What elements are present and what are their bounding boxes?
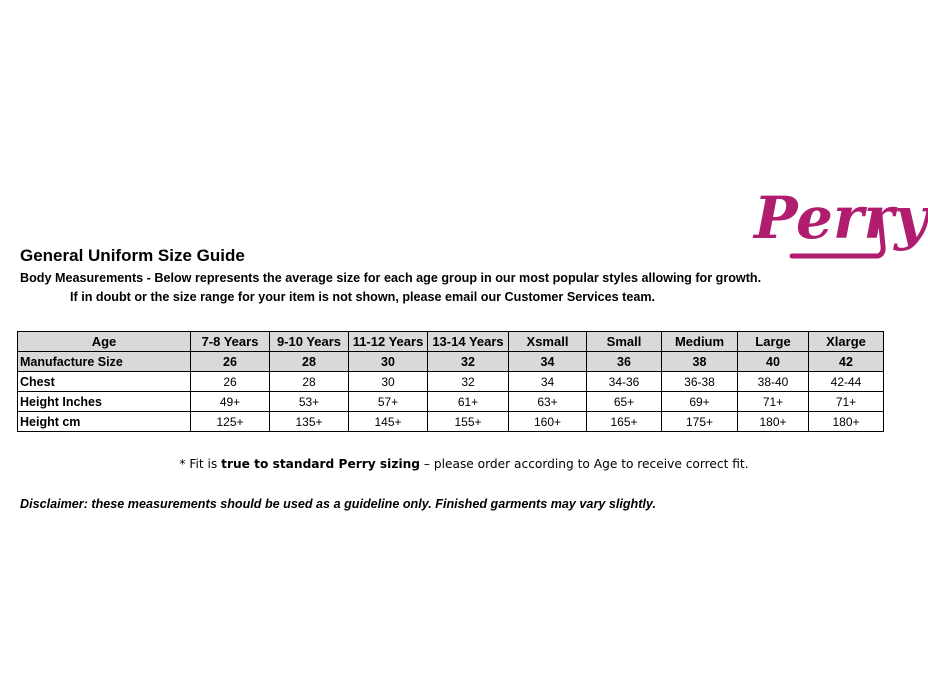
table-cell: 40	[738, 352, 809, 372]
table-cell: 26	[191, 352, 270, 372]
table-body	[18, 352, 884, 432]
size-guide-table	[17, 331, 884, 432]
intro-line-2: If in doubt or the size range for your item is not shown, please email our Customer Services team.	[70, 290, 656, 304]
fit-note-prefix: * Fit is	[179, 457, 222, 471]
table-cell: 61+	[428, 392, 509, 412]
table-cell: 42-44	[809, 372, 884, 392]
table-cell: 38-40	[738, 372, 809, 392]
table-row	[18, 392, 884, 412]
table-cell: 125+	[191, 412, 270, 432]
disclaimer: Disclaimer: these measurements should be used as a guideline only. Finished garments may vary slightly.	[20, 497, 656, 511]
fit-note-suffix: – please order according to Age to receive correct fit.	[420, 457, 749, 471]
table-cell: 63+	[509, 392, 587, 412]
table-row	[18, 352, 884, 372]
table-cell: 69+	[662, 392, 738, 412]
page-title: General Uniform Size Guide	[20, 246, 245, 265]
table-cell: 71+	[738, 392, 809, 412]
table-cell: 34	[509, 352, 587, 372]
table-cell: 65+	[587, 392, 662, 412]
fit-note-emphasis: true to standard Perry sizing	[221, 457, 421, 471]
table-row	[18, 412, 884, 432]
column-header: 9-10 Years	[270, 332, 349, 352]
table-cell: 135+	[270, 412, 349, 432]
table-cell: 32	[428, 372, 509, 392]
intro-line-1: Body Measurements - Below represents the average size for each age group in our most popular styles allowing for growth.	[20, 271, 762, 285]
table-row	[18, 372, 884, 392]
table-cell: 175+	[662, 412, 738, 432]
row-label: Height cm	[18, 412, 191, 432]
table-cell: 30	[349, 372, 428, 392]
table-cell: 34-36	[587, 372, 662, 392]
table-cell: 36	[587, 352, 662, 372]
table-cell: 30	[349, 352, 428, 372]
column-header: Large	[738, 332, 809, 352]
column-header: Small	[587, 332, 662, 352]
table-cell: 38	[662, 352, 738, 372]
perry-logo-text: Perry	[754, 184, 928, 252]
column-header: Xsmall	[509, 332, 587, 352]
row-label: Manufacture Size	[18, 352, 191, 372]
table-cell: 155+	[428, 412, 509, 432]
perry-logo	[752, 176, 928, 262]
row-label: Height Inches	[18, 392, 191, 412]
table-cell: 71+	[809, 392, 884, 412]
table-cell: 36-38	[662, 372, 738, 392]
column-header: 11-12 Years	[349, 332, 428, 352]
fit-note	[0, 457, 928, 471]
table-cell: 28	[270, 372, 349, 392]
table-cell: 180+	[738, 412, 809, 432]
table-cell: 49+	[191, 392, 270, 412]
table-cell: 160+	[509, 412, 587, 432]
table-header-row	[18, 332, 884, 352]
column-header: Medium	[662, 332, 738, 352]
table-cell: 42	[809, 352, 884, 372]
table-cell: 34	[509, 372, 587, 392]
table-cell: 145+	[349, 412, 428, 432]
table-cell: 28	[270, 352, 349, 372]
header-age-label: Age	[18, 332, 191, 352]
table-cell: 57+	[349, 392, 428, 412]
table-cell: 26	[191, 372, 270, 392]
table-cell: 53+	[270, 392, 349, 412]
row-label: Chest	[18, 372, 191, 392]
table-cell: 165+	[587, 412, 662, 432]
table-cell: 180+	[809, 412, 884, 432]
table-cell: 32	[428, 352, 509, 372]
column-header: 7-8 Years	[191, 332, 270, 352]
column-header: Xlarge	[809, 332, 884, 352]
column-header: 13-14 Years	[428, 332, 509, 352]
